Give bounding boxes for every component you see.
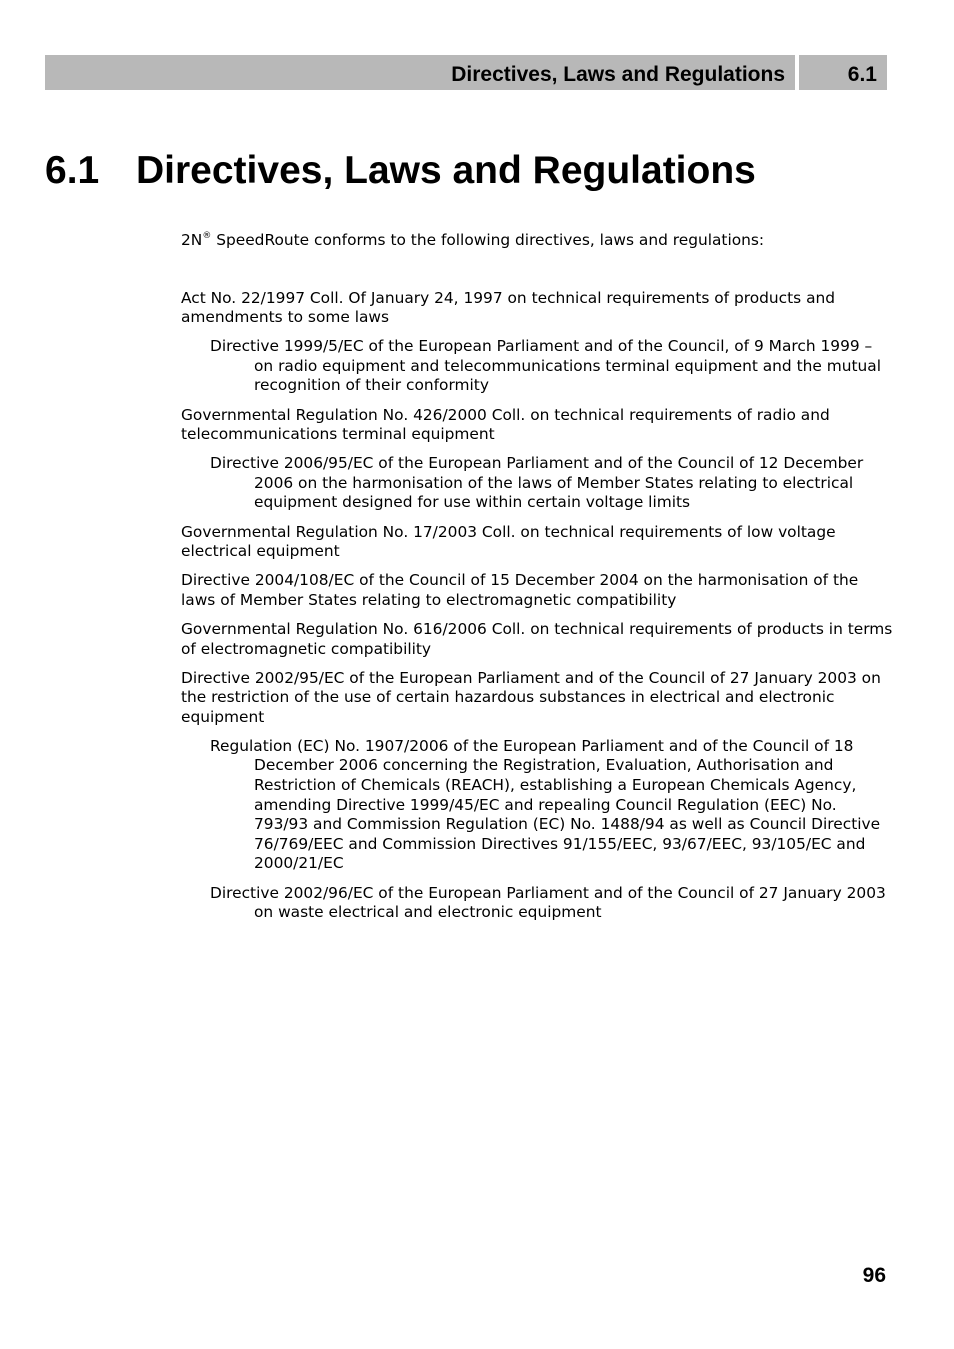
- regulation-item: Regulation (EC) No. 1907/2006 of the European Parliament and of the Council of 18 December 2006 concerning the Registration, Evaluation, Authorisation and Restriction of Chemicals (REACH), establishing a European Chemicals Agency, amending Directive 1999/45/EC and repealing Council Regulation (EEC) No. 793/93 and Commission Regulation (EC) No. 1488/94 as well as Council Directive 76/769/EEC and Commission Directives 91/155/EEC, 93/67/EEC, 93/105/EC and 2000/21/EC: [210, 736, 881, 873]
- running-header-section-number: 6.1: [799, 55, 887, 90]
- page-number: 96: [862, 1264, 886, 1287]
- regulation-item: Directive 2002/95/EC of the European Parliament and of the Council of 27 January 2003 on the restriction of the use of certain hazardous substances in electrical and electronic equipment: [181, 668, 881, 726]
- regulation-item: Directive 2002/96/EC of the European Parliament and of the Council of 27 January 2003 on waste electrical and electronic equipment: [210, 883, 886, 922]
- document-body: [181, 231, 893, 932]
- running-header-title: Directives, Laws and Regulations: [45, 55, 795, 90]
- section-heading: [45, 146, 756, 196]
- section-heading-title: Directives, Laws and Regulations: [136, 149, 756, 192]
- regulation-item: Governmental Regulation No. 17/2003 Coll. on technical requirements of low voltage electrical equipment: [181, 522, 836, 561]
- intro-paragraph: [181, 231, 893, 251]
- brand-name: 2N: [181, 231, 203, 249]
- regulation-item: Act No. 22/1997 Coll. Of January 24, 1997 on technical requirements of products and amendments to some laws: [181, 288, 836, 327]
- regulation-item: Directive 2006/95/EC of the European Parliament and of the Council of 12 December 2006 on the harmonisation of the laws of Member States relating to electrical equipment designed for use within certain voltage limits: [210, 454, 864, 512]
- intro-text: SpeedRoute conforms to the following directives, laws and regulations:: [211, 231, 765, 249]
- registered-trademark-mark: ®: [202, 231, 212, 241]
- section-heading-number: 6.1: [45, 149, 100, 192]
- regulation-item: Governmental Regulation No. 426/2000 Coll. on technical requirements of radio and telecommunications terminal equipment: [181, 405, 830, 444]
- regulation-item: Directive 2004/108/EC of the Council of 15 December 2004 on the harmonisation of the laws of Member States relating to electromagnetic compatibility: [181, 571, 859, 609]
- regulation-item: Directive 1999/5/EC of the European Parliament and of the Council, of 9 March 1999 – on radio equipment and telecommunications terminal equipment and the mutual recognition of their conformity: [210, 337, 881, 395]
- running-header: [45, 55, 887, 90]
- regulation-item: Governmental Regulation No. 616/2006 Coll. on technical requirements of products in terms of electromagnetic compatibility: [181, 619, 893, 658]
